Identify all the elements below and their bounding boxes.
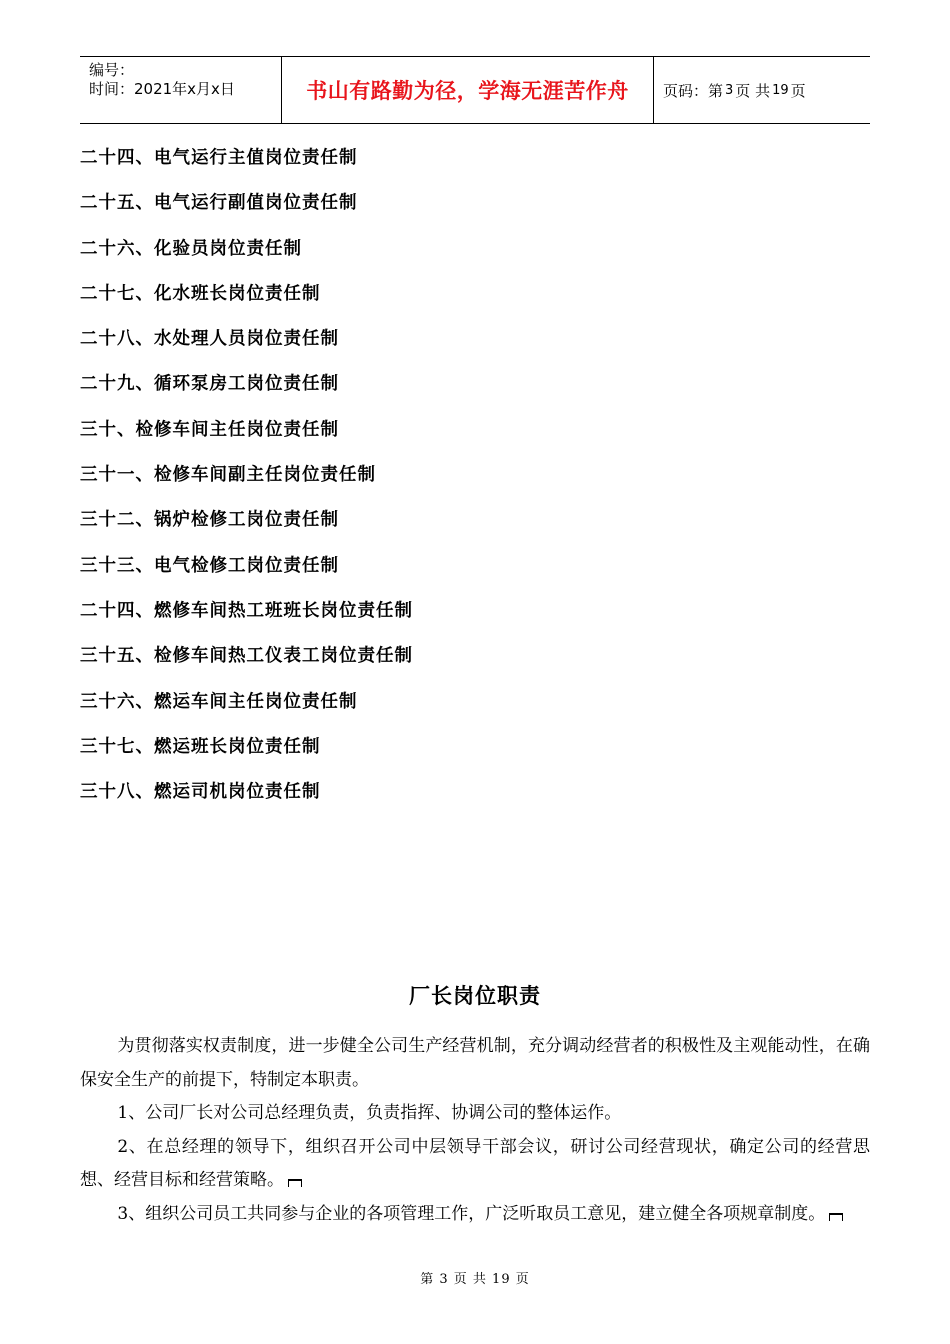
paragraph-mark-icon bbox=[288, 1179, 302, 1187]
paragraph-text: 为贯彻落实权责制度，进一步健全公司生产经营机制，充分调动经营者的积极性及主观能动性，在确保安全生产的前提下，特制定本职责。 bbox=[80, 1036, 870, 1090]
paragraph-text: 3、组织公司员工共同参与企业的各项管理工作，广泛听取员工意见，建立健全各项规章制度。 bbox=[117, 1203, 826, 1224]
toc-item: 二十四、电气运行主值岗位责任制 bbox=[80, 148, 358, 168]
page-suffix: 页 bbox=[790, 81, 806, 100]
section-title: 厂长岗位职责 bbox=[409, 984, 541, 1008]
body-paragraph-2 bbox=[80, 1131, 870, 1198]
toc-item: 二十六、化验员岗位责任制 bbox=[80, 238, 302, 259]
toc-item: 二十九、循环泵房工岗位责任制 bbox=[80, 374, 339, 395]
toc-item: 二十四、燃修车间热工班班长岗位责任制 bbox=[80, 600, 413, 621]
toc-item: 三十三、电气检修工岗位责任制 bbox=[80, 555, 339, 576]
body-paragraph-3 bbox=[80, 1198, 870, 1232]
page-total: 19 bbox=[772, 82, 789, 98]
toc-item: 二十八、水处理人员岗位责任制 bbox=[80, 329, 339, 350]
toc-item: 二十七、化水班长岗位责任制 bbox=[80, 283, 321, 304]
paragraph-text: 2、在总经理的领导下，组织召开公司中层领导干部会议，研讨公司经营现状，确定公司的经营思想、经营目标和经营策略。 bbox=[80, 1136, 870, 1190]
document-time-label: 时间：2021年x月x日 bbox=[89, 80, 235, 98]
paragraph-text: 1、公司厂长对公司总经理负责，负责指挥、协调公司的整体运作。 bbox=[117, 1103, 622, 1123]
toc-item: 二十五、电气运行副值岗位责任制 bbox=[80, 193, 358, 214]
page-footer: 第 3 页 共 19 页 bbox=[420, 1272, 530, 1287]
header-page-info bbox=[654, 57, 870, 123]
header-meta bbox=[80, 57, 282, 123]
body-paragraph-intro bbox=[80, 1030, 870, 1097]
page-current: 3 bbox=[725, 82, 734, 98]
toc-item: 三十五、检修车间热工仪表工岗位责任制 bbox=[80, 646, 413, 667]
page-prefix: 页码：第 bbox=[663, 81, 724, 100]
toc-item: 三十一、检修车间副主任岗位责任制 bbox=[80, 465, 376, 486]
toc-item: 三十六、燃运车间主任岗位责任制 bbox=[80, 691, 358, 712]
body-paragraph-1 bbox=[80, 1097, 870, 1131]
header-motto: 书山有路勤为径，学海无涯苦作舟 bbox=[282, 57, 654, 123]
toc-item: 三十八、燃运司机岗位责任制 bbox=[80, 782, 321, 803]
toc-list bbox=[80, 143, 413, 822]
document-number-label: 编号： bbox=[89, 61, 135, 79]
toc-item: 三十、检修车间主任岗位责任制 bbox=[80, 419, 339, 440]
toc-item: 三十二、锅炉检修工岗位责任制 bbox=[80, 510, 339, 531]
toc-item: 三十七、燃运班长岗位责任制 bbox=[80, 736, 321, 757]
paragraph-mark-icon bbox=[829, 1213, 843, 1221]
page-mid: 页 共 bbox=[735, 81, 771, 100]
section-body bbox=[80, 1030, 870, 1231]
document-header bbox=[80, 56, 870, 124]
